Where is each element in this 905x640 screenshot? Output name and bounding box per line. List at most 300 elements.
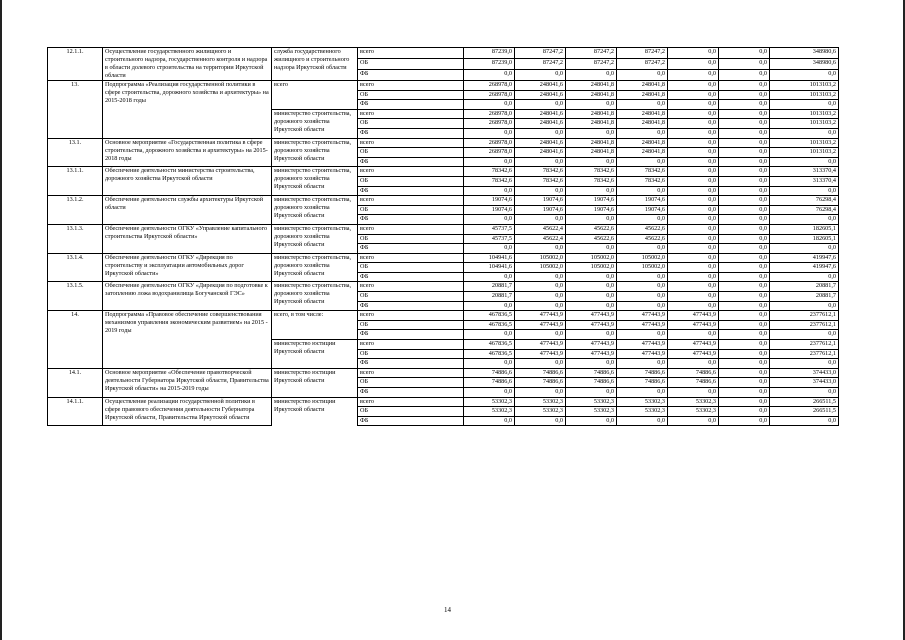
amount-cell: 78342,6 [617,167,668,177]
amount-cell: 0,0 [566,128,617,138]
amount-cell: 182605,1 [770,234,839,244]
amount-cell: 0,0 [719,215,770,225]
amount-cell: 266511,5 [770,397,839,407]
amount-cell: 268978,0 [464,119,515,129]
row-code: 13. [48,81,103,139]
amount-cell: 19074,6 [617,205,668,215]
amount-cell: 477443,9 [566,340,617,350]
row-executor: министерство юстиции Иркутской области [272,397,358,426]
amount-cell: 0,0 [464,157,515,167]
amount-cell: 0,0 [464,215,515,225]
amount-cell: 0,0 [770,215,839,225]
funding-source: ФБ [358,416,464,426]
amount-cell: 467836,5 [464,311,515,321]
funding-source: ОБ [358,234,464,244]
row-executor: министерство строительства, дорожного хозяйства Иркутской области [272,196,358,225]
amount-cell: 248041,8 [566,109,617,119]
amount-cell: 0,0 [464,100,515,110]
amount-cell: 74886,6 [566,378,617,388]
amount-cell: 0,0 [719,416,770,426]
amount-cell: 105002,0 [566,263,617,273]
amount-cell: 53302,3 [464,397,515,407]
amount-cell: 248041,6 [515,119,566,129]
row-code: 13.1.4. [48,253,103,282]
amount-cell: 0,0 [515,100,566,110]
amount-cell: 0,0 [617,70,668,81]
amount-cell: 0,0 [668,215,719,225]
row-name: Подпрограмма «Реализация государственной политики в сфере строительства, дорожного хозяйства и архитектуры» на 2015-2018 годы [103,81,272,139]
amount-cell: 0,0 [668,330,719,340]
amount-cell: 0,0 [566,215,617,225]
amount-cell: 477443,9 [668,340,719,350]
funding-source: ОБ [358,320,464,330]
row-name: Обеспечение деятельности министерства строительства, дорожного хозяйства Иркутской области [103,167,272,196]
amount-cell: 74886,6 [464,368,515,378]
amount-cell: 0,0 [617,301,668,311]
amount-cell: 477443,9 [566,349,617,359]
amount-cell: 0,0 [770,128,839,138]
amount-cell: 87247,2 [515,59,566,70]
amount-cell: 0,0 [719,196,770,206]
amount-cell: 0,0 [668,388,719,398]
amount-cell: 0,0 [617,292,668,302]
amount-cell: 0,0 [668,244,719,254]
amount-cell: 477443,9 [617,320,668,330]
amount-cell: 374433,0 [770,378,839,388]
table-row [48,397,839,407]
funding-source: ОБ [358,263,464,273]
row-name: Обеспечение деятельности ОГКУ «Дирекция по строительству и эксплуатации автомобильных дорог Иркутской области» [103,253,272,282]
amount-cell: 268978,0 [464,109,515,119]
amount-cell: 0,0 [566,100,617,110]
funding-source: ФБ [358,186,464,196]
table-row [48,81,839,91]
row-executor: министерство юстиции Иркутской области [272,368,358,397]
amount-cell: 0,0 [770,157,839,167]
amount-cell: 248041,6 [515,109,566,119]
amount-cell: 53302,3 [617,397,668,407]
funding-source: ФБ [358,301,464,311]
row-code: 13.1. [48,138,103,167]
amount-cell: 419947,6 [770,253,839,263]
amount-cell: 0,0 [617,215,668,225]
amount-cell: 0,0 [668,253,719,263]
amount-cell: 45622,4 [515,224,566,234]
row-code: 13.1.5. [48,282,103,311]
row-executor: всего [272,81,358,110]
amount-cell: 348980,6 [770,59,839,70]
amount-cell: 0,0 [515,244,566,254]
amount-cell: 0,0 [464,244,515,254]
amount-cell: 74886,6 [515,378,566,388]
amount-cell: 0,0 [668,90,719,100]
amount-cell: 20881,7 [770,292,839,302]
amount-cell: 78342,6 [617,176,668,186]
amount-cell: 0,0 [719,128,770,138]
amount-cell: 20881,7 [464,282,515,292]
funding-source: ОБ [358,378,464,388]
amount-cell: 248041,8 [566,148,617,158]
row-executor: министерство юстиции Иркутской области [272,340,358,369]
amount-cell: 0,0 [668,128,719,138]
amount-cell: 2377612,1 [770,340,839,350]
amount-cell: 19074,6 [515,205,566,215]
row-executor: министерство строительства, дорожного хозяйства Иркутской области [272,224,358,253]
amount-cell: 78342,6 [515,167,566,177]
amount-cell: 0,0 [566,244,617,254]
funding-source: ОБ [358,90,464,100]
amount-cell: 0,0 [515,186,566,196]
amount-cell: 78342,6 [464,167,515,177]
amount-cell: 45622,4 [515,234,566,244]
amount-cell: 0,0 [668,186,719,196]
amount-cell: 0,0 [515,128,566,138]
amount-cell: 53302,3 [566,397,617,407]
amount-cell: 78342,6 [566,167,617,177]
row-name: Осуществление реализации государственной политики в сфере правового обеспечения деятельности Губернатора Иркутской области, Правительства Иркутской области [103,397,272,426]
amount-cell: 0,0 [668,119,719,129]
amount-cell: 0,0 [617,359,668,369]
budget-table-body [48,48,839,426]
amount-cell: 0,0 [566,388,617,398]
page-number: 14 [444,606,451,614]
amount-cell: 0,0 [464,186,515,196]
amount-cell: 477443,9 [668,349,719,359]
amount-cell: 0,0 [719,320,770,330]
amount-cell: 0,0 [719,311,770,321]
amount-cell: 2377612,1 [770,311,839,321]
amount-cell: 0,0 [719,292,770,302]
amount-cell: 313370,4 [770,176,839,186]
amount-cell: 374433,0 [770,368,839,378]
amount-cell: 182605,1 [770,224,839,234]
table-row [48,48,839,59]
amount-cell: 0,0 [464,301,515,311]
amount-cell: 248041,8 [617,148,668,158]
amount-cell: 477443,9 [617,340,668,350]
amount-cell: 0,0 [719,359,770,369]
amount-cell: 45622,6 [566,224,617,234]
amount-cell: 0,0 [668,282,719,292]
table-row [48,167,839,177]
amount-cell: 268978,0 [464,138,515,148]
amount-cell: 87247,2 [617,59,668,70]
row-name: Основное мероприятие «Обеспечение правотворческой деятельности Губернатора Иркутской области, Правительства Иркутской области» на 2015-2019 годы [103,368,272,397]
amount-cell: 74886,6 [515,368,566,378]
amount-cell: 0,0 [566,186,617,196]
amount-cell: 0,0 [566,272,617,282]
row-name: Обеспечение деятельности службы архитектуры Иркутской области [103,196,272,225]
amount-cell: 248041,8 [566,81,617,91]
funding-source: ФБ [358,330,464,340]
amount-cell: 0,0 [770,359,839,369]
amount-cell: 467836,5 [464,340,515,350]
amount-cell: 1013103,2 [770,90,839,100]
amount-cell: 0,0 [770,70,839,81]
funding-source: ОБ [358,148,464,158]
amount-cell: 0,0 [770,388,839,398]
row-code: 14.1.1. [48,397,103,426]
funding-source: ФБ [358,215,464,225]
amount-cell: 53302,3 [515,407,566,417]
amount-cell: 0,0 [515,282,566,292]
amount-cell: 477443,9 [515,311,566,321]
amount-cell: 0,0 [719,263,770,273]
amount-cell: 0,0 [668,359,719,369]
funding-source: ОБ [358,59,464,70]
funding-source: ОБ [358,119,464,129]
funding-source: ФБ [358,388,464,398]
amount-cell: 0,0 [719,109,770,119]
funding-source: ФБ [358,128,464,138]
amount-cell: 0,0 [566,416,617,426]
row-executor: министерство строительства, дорожного хозяйства Иркутской области [272,138,358,167]
table-row [48,253,839,263]
amount-cell: 0,0 [719,186,770,196]
amount-cell: 0,0 [719,167,770,177]
amount-cell: 0,0 [770,244,839,254]
amount-cell: 266511,5 [770,407,839,417]
amount-cell: 0,0 [668,263,719,273]
amount-cell: 0,0 [719,59,770,70]
amount-cell: 76298,4 [770,196,839,206]
amount-cell: 0,0 [617,282,668,292]
amount-cell: 53302,3 [464,407,515,417]
amount-cell: 0,0 [719,349,770,359]
amount-cell: 248041,6 [515,138,566,148]
amount-cell: 467836,5 [464,320,515,330]
row-executor: всего, в том числе: [272,311,358,340]
amount-cell: 477443,9 [515,340,566,350]
amount-cell: 0,0 [617,330,668,340]
amount-cell: 477443,9 [566,320,617,330]
amount-cell: 0,0 [668,416,719,426]
amount-cell: 87247,2 [566,48,617,59]
amount-cell: 0,0 [515,359,566,369]
amount-cell: 105002,0 [617,253,668,263]
amount-cell: 19074,6 [617,196,668,206]
amount-cell: 0,0 [719,272,770,282]
amount-cell: 348980,6 [770,48,839,59]
funding-source: всего [358,253,464,263]
amount-cell: 78342,6 [464,176,515,186]
amount-cell: 78342,6 [566,176,617,186]
amount-cell: 0,0 [668,100,719,110]
amount-cell: 0,0 [770,100,839,110]
table-row [48,368,839,378]
amount-cell: 2377612,1 [770,320,839,330]
row-code: 12.1.1. [48,48,103,81]
amount-cell: 105002,0 [515,253,566,263]
amount-cell: 105002,0 [566,253,617,263]
funding-source: ОБ [358,407,464,417]
funding-source: ОБ [358,205,464,215]
amount-cell: 0,0 [719,378,770,388]
amount-cell: 477443,9 [668,320,719,330]
amount-cell: 0,0 [719,205,770,215]
amount-cell: 0,0 [668,234,719,244]
amount-cell: 74886,6 [464,378,515,388]
amount-cell: 1013103,2 [770,81,839,91]
amount-cell: 0,0 [668,196,719,206]
amount-cell: 20881,7 [464,292,515,302]
amount-cell: 45737,5 [464,234,515,244]
amount-cell: 2377612,1 [770,349,839,359]
amount-cell: 0,0 [719,253,770,263]
amount-cell: 0,0 [719,244,770,254]
row-executor: министерство строительства, дорожного хозяйства Иркутской области [272,109,358,138]
amount-cell: 0,0 [617,157,668,167]
amount-cell: 0,0 [566,292,617,302]
amount-cell: 87239,0 [464,48,515,59]
amount-cell: 0,0 [668,272,719,282]
amount-cell: 0,0 [668,138,719,148]
funding-source: ФБ [358,272,464,282]
amount-cell: 104941,6 [464,253,515,263]
amount-cell: 19074,6 [515,196,566,206]
amount-cell: 0,0 [719,148,770,158]
amount-cell: 0,0 [566,157,617,167]
amount-cell: 0,0 [566,70,617,81]
amount-cell: 0,0 [719,119,770,129]
amount-cell: 0,0 [464,359,515,369]
amount-cell: 0,0 [617,244,668,254]
funding-source: всего [358,167,464,177]
amount-cell: 248041,8 [566,90,617,100]
amount-cell: 0,0 [515,388,566,398]
amount-cell: 0,0 [770,272,839,282]
table-row [48,282,839,292]
amount-cell: 0,0 [566,330,617,340]
amount-cell: 248041,8 [617,90,668,100]
amount-cell: 0,0 [719,330,770,340]
amount-cell: 0,0 [668,70,719,81]
amount-cell: 0,0 [515,301,566,311]
funding-source: ФБ [358,157,464,167]
amount-cell: 0,0 [617,388,668,398]
amount-cell: 248041,8 [617,109,668,119]
amount-cell: 1013103,2 [770,109,839,119]
amount-cell: 0,0 [719,70,770,81]
scan-edge-left [0,0,2,640]
row-code: 13.1.1. [48,167,103,196]
amount-cell: 0,0 [515,292,566,302]
amount-cell: 0,0 [719,388,770,398]
funding-source: ОБ [358,292,464,302]
amount-cell: 53302,3 [617,407,668,417]
amount-cell: 0,0 [668,109,719,119]
amount-cell: 419947,6 [770,263,839,273]
funding-source: всего [358,138,464,148]
amount-cell: 248041,6 [515,148,566,158]
table-row [48,138,839,148]
amount-cell: 105002,0 [617,263,668,273]
amount-cell: 45622,6 [617,224,668,234]
amount-cell: 0,0 [668,224,719,234]
amount-cell: 0,0 [617,128,668,138]
amount-cell: 0,0 [515,157,566,167]
amount-cell: 0,0 [719,100,770,110]
amount-cell: 0,0 [719,90,770,100]
amount-cell: 0,0 [515,416,566,426]
amount-cell: 53302,3 [515,397,566,407]
amount-cell: 0,0 [668,59,719,70]
amount-cell: 78342,6 [515,176,566,186]
amount-cell: 0,0 [668,301,719,311]
amount-cell: 87239,0 [464,59,515,70]
row-executor: министерство строительства, дорожного хозяйства Иркутской области [272,253,358,282]
row-executor: министерство строительства, дорожного хозяйства Иркутской области [272,282,358,311]
amount-cell: 477443,9 [617,311,668,321]
amount-cell: 0,0 [464,330,515,340]
amount-cell: 19074,6 [566,196,617,206]
amount-cell: 0,0 [719,340,770,350]
amount-cell: 248041,6 [515,81,566,91]
amount-cell: 0,0 [770,330,839,340]
amount-cell: 0,0 [617,272,668,282]
row-name: Обеспечение деятельности ОГКУ «Дирекция по подготовке к затоплению ложа водохранилища Богучанской ГЭС» [103,282,272,311]
amount-cell: 0,0 [464,70,515,81]
amount-cell: 0,0 [719,234,770,244]
amount-cell: 0,0 [668,157,719,167]
amount-cell: 467836,5 [464,349,515,359]
funding-source: всего [358,282,464,292]
amount-cell: 74886,6 [617,368,668,378]
amount-cell: 0,0 [464,388,515,398]
row-name: Основное мероприятие «Государственная политика в сфере строительства, дорожного хозяйства и архитектуры» на 2015-2018 годы [103,138,272,167]
funding-source: всего [358,340,464,350]
amount-cell: 0,0 [515,215,566,225]
amount-cell: 477443,9 [515,349,566,359]
row-code: 14.1. [48,368,103,397]
amount-cell: 19074,6 [464,196,515,206]
table-row [48,196,839,206]
funding-source: всего [358,224,464,234]
amount-cell: 0,0 [668,292,719,302]
row-executor: служба государственного жилищного и строительного надзора Иркутской области [272,48,358,81]
row-name: Обеспечение деятельности ОГКУ «Управление капитального строительства Иркутской области» [103,224,272,253]
funding-source: всего [358,48,464,59]
amount-cell: 76298,4 [770,205,839,215]
row-code: 13.1.2. [48,196,103,225]
funding-source: ФБ [358,359,464,369]
row-code: 13.1.3. [48,224,103,253]
amount-cell: 1013103,2 [770,119,839,129]
funding-source: всего [358,109,464,119]
amount-cell: 248041,8 [566,138,617,148]
amount-cell: 104941,6 [464,263,515,273]
amount-cell: 0,0 [668,205,719,215]
amount-cell: 0,0 [668,81,719,91]
amount-cell: 45622,6 [566,234,617,244]
table-row [48,224,839,234]
amount-cell: 477443,9 [617,349,668,359]
amount-cell: 0,0 [464,128,515,138]
amount-cell: 0,0 [515,330,566,340]
amount-cell: 268978,0 [464,81,515,91]
amount-cell: 313370,4 [770,167,839,177]
amount-cell: 0,0 [515,272,566,282]
amount-cell: 0,0 [719,407,770,417]
amount-cell: 45622,6 [617,234,668,244]
amount-cell: 248041,8 [617,81,668,91]
amount-cell: 0,0 [719,397,770,407]
amount-cell: 45737,5 [464,224,515,234]
amount-cell: 0,0 [464,272,515,282]
amount-cell: 0,0 [668,148,719,158]
amount-cell: 0,0 [719,282,770,292]
amount-cell: 0,0 [617,100,668,110]
